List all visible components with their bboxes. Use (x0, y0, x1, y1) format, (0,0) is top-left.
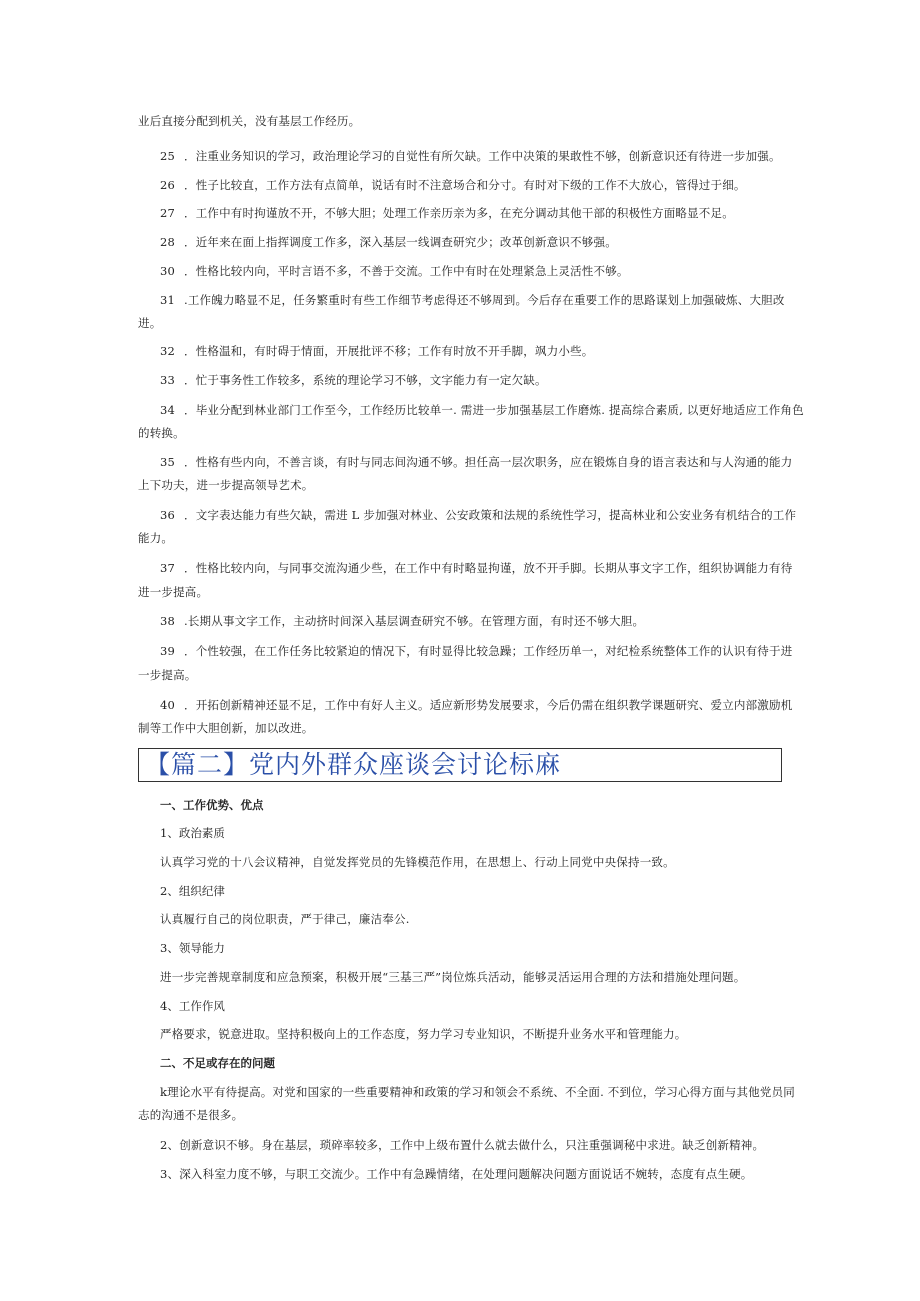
item-text: ．性子比较直，工作方法有点简单，说话有时不注意场合和分寸。有时对下级的工作不大放心，管得过于细。 (184, 178, 746, 192)
list-item (138, 454, 792, 470)
item-number: 27 (160, 206, 176, 220)
item-number: 32 (160, 344, 176, 358)
item-continuation: 制等工作中大胆创新，加以改进。 (138, 721, 314, 735)
paragraph-continuation: 志的沟通不是很多。 (138, 1108, 244, 1122)
list-item (138, 560, 792, 576)
item-continuation: 的转换。 (138, 426, 185, 440)
item-number: 34 (160, 403, 176, 417)
list-item (138, 177, 746, 193)
item-continuation: 上下功夫，进一步提高领导艺术。 (138, 478, 314, 492)
paragraph: 严格要求，锐意进取。坚持积极向上的工作态度，努力学习专业知识，不断提升业务水平和管理能力。 (160, 1027, 687, 1041)
item-continuation: 能力。 (138, 531, 174, 545)
item-text: ．开拓创新精神还显不足，工作中有好人主义。适应新形势发展要求，今后仍需在组织教学课题研究、爱立内部激励机 (184, 698, 793, 712)
item-text: ．忙于事务性工作较多，系统的理论学习不够，文字能力有一定欠缺。 (184, 373, 547, 387)
item-number: 35 (160, 455, 176, 469)
item-text: ．文字表达能力有些欠缺，需进 L 步加强对林业、公安政策和法规的系统性学习，提高林业和公安业务有机结合的工作 (184, 508, 797, 522)
item-number: 33 (160, 373, 176, 387)
list-item (138, 507, 796, 523)
paragraph: 认真学习党的十八会议精神，自觉发挥党员的先锋模范作用，在思想上、行动上同党中央保持一致。 (160, 855, 675, 869)
list-item (138, 234, 617, 250)
item-text: ．工作中有时拘谨放不开，不够大胆；处理工作亲历亲为多，在充分调动其他干部的积极性方面略显不足。 (184, 206, 734, 220)
paragraph: 进一步完善规章制度和应急预案，积极开展“三基三严”岗位炼兵活动，能够灵活运用合理的方法和措施处理问题。 (160, 970, 746, 984)
item-continuation: 进一步提高。 (138, 585, 209, 599)
item-text: .长期从事文字工作，主动挤时间深入基层调查研究不够。在管理方面，有时还不够大胆。 (184, 614, 645, 628)
item-number: 36 (160, 508, 176, 522)
list-item (138, 148, 781, 164)
item-continuation: 一步提高。 (138, 668, 197, 682)
item-text: .工作魄力略显不足，任务繁重时有些工作细节考虑得还不够周到。今后存在重要工作的思路谋划上加强破炼、大胆改 (184, 293, 785, 307)
list-item (138, 205, 734, 221)
item-number: 26 (160, 178, 176, 192)
item-text: ．注重业务知识的学习，政治理论学习的自觉性有所欠缺。工作中决策的果敢性不够，创新意识还有待进一步加强。 (184, 149, 781, 163)
list-item (138, 402, 804, 418)
item-continuation: 进。 (138, 316, 162, 330)
paragraph: 2、创新意识不够。身在基层，琐碎率较多，工作中上级布置什么就去做什么，只注重强调秘中求进。缺乏创新精神。 (160, 1138, 765, 1152)
paragraph: k理论水平有待提高。对党和国家的一些重要精神和政策的学习和领会不系统、不全面. 不到位，学习心得方面与其他党员同 (160, 1085, 795, 1099)
item-number: 28 (160, 235, 176, 249)
list-item (138, 697, 792, 713)
item-number: 30 (160, 264, 176, 278)
section-title: 【篇二】党内外群众座谈会讨论标麻 (145, 750, 562, 779)
list-item (138, 643, 792, 659)
item-text: ．毕业分配到林业部门工作至今，工作经历比较单一. 需进一步加强基层工作磨炼. 提高综合素质, 以更好地适应工作角色 (184, 403, 804, 417)
item-number: 38 (160, 614, 176, 628)
subheading: 3、领导能力 (160, 941, 225, 955)
intro-line: 业后直接分配到机关，没有基层工作经历。 (138, 114, 361, 128)
item-number: 31 (160, 293, 176, 307)
list-item (138, 372, 547, 388)
item-number: 40 (160, 698, 176, 712)
item-text: ．个性较强，在工作任务比较紧迫的情况下，有时显得比较急躁；工作经历单一，对纪检系统整体工作的认识有待于进 (184, 644, 793, 658)
paragraph: 3、深入科室力度不够，与职工交流少。工作中有急躁情绪，在处理问题解决问题方面说话不婉转，态度有点生硬。 (160, 1167, 753, 1181)
item-number: 39 (160, 644, 176, 658)
item-text: ．性格温和，有时碍于情面，开展批评不移；工作有时放不开手脚，飒力小些。 (184, 344, 594, 358)
item-number: 37 (160, 561, 176, 575)
paragraph: 认真履行自己的岗位职责，严于律己，廉洁奉公. (160, 912, 410, 926)
item-text: ．性格比较内向，与同事交流沟通少些，在工作中有时略显拘谨，放不开手脚。长期从事文字工作，组织协调能力有待 (184, 561, 793, 575)
item-text: ．近年来在面上指挥调度工作多，深入基层一线调查研究少；改革创新意识不够强。 (184, 235, 617, 249)
item-text: ．性格有些内向，不善言谈，有时与同志间沟通不够。担任高一层次职务，应在锻炼自身的语言表达和与人沟通的能力 (184, 455, 793, 469)
subheading: 1、政治素质 (160, 826, 225, 840)
part2-heading: 二、不足或存在的问题 (160, 1056, 275, 1070)
section-title-box (138, 748, 782, 782)
list-item (138, 343, 594, 359)
part1-heading: 一、工作优势、优点 (160, 798, 264, 812)
list-item (138, 292, 785, 308)
item-number: 25 (160, 149, 176, 163)
list-item (138, 613, 644, 629)
subheading: 2、组织纪律 (160, 884, 225, 898)
subheading: 4、工作作风 (160, 999, 225, 1013)
item-text: ．性格比较内向，平时言语不多，不善于交流。工作中有时在处理紧急上灵活性不够。 (184, 264, 629, 278)
list-item (138, 263, 629, 279)
